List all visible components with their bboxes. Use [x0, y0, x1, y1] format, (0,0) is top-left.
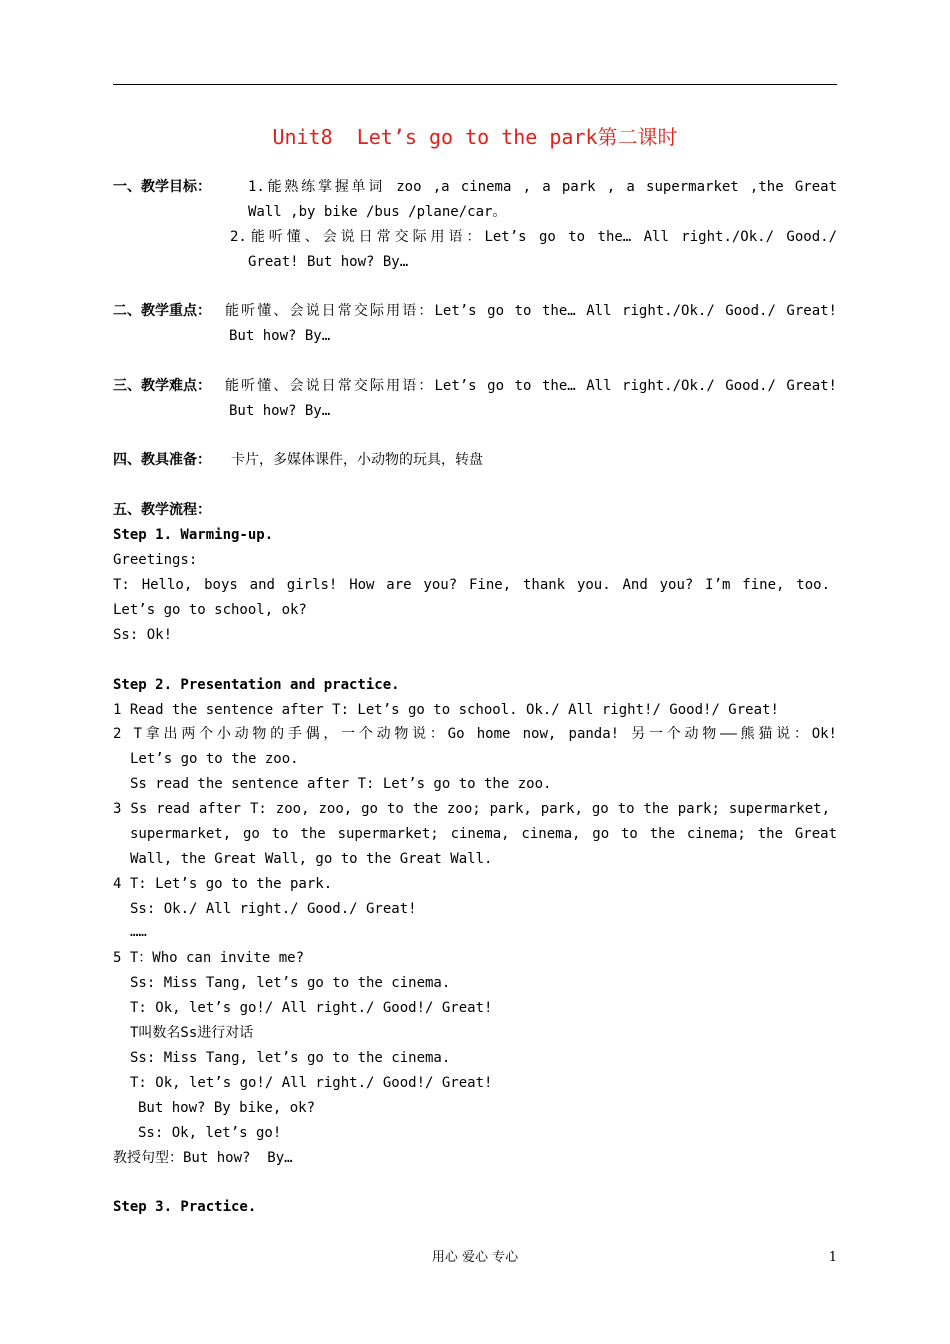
step2-line-18: Ss: Ok, let’s go! [138, 1125, 282, 1141]
step2-line-17: But how? By bike, ok? [138, 1100, 316, 1116]
page-number: 1 [828, 1250, 837, 1265]
step2-heading: Step 2. Presentation and practice. [113, 677, 400, 693]
step2-line-14: T叫数名Ss进行对话 [130, 1025, 254, 1041]
step2-line-1: 1 Read the sentence after T: Let’s go to school. Ok./ All right!/ Good!/ Great! [113, 702, 779, 718]
step1-heading: Step 1. Warming-up. [113, 527, 274, 543]
step2-line-11: 5 T：Who can invite me? [113, 950, 305, 966]
step2-line-16: T: Ok, let’s go!/ All right./ Good!/ Great! [130, 1075, 493, 1091]
step2-line-10: …… [130, 924, 147, 940]
step2-line-15: Ss: Miss Tang, let’s go to the cinema. [130, 1050, 451, 1066]
objectives-label: 一、教学目标： [113, 179, 211, 195]
footer-motto: 用心 爱心 专心 [431, 1250, 519, 1265]
materials-text: 卡片，多媒体课件，小动物的玩具，转盘 [231, 452, 483, 468]
page-title: Unit8 Let’s go to the park第二课时 [272, 125, 678, 149]
objectives-line-4: Great! But how? By… [248, 254, 409, 270]
difficult-points-line-2: But how? By… [229, 403, 331, 419]
step3-heading: Step 3. Practice. [113, 1199, 257, 1215]
step1-line-2: T: Hello, boys and girls! How are you? Fine, thank you. And you? I’m fine, too. [113, 577, 830, 593]
difficult-points-line-1: 能听懂、会说日常交际用语：Let’s go to the… All right./Ok./ Good./ Great! [225, 378, 837, 394]
step2-line-7: Wall, the Great Wall, go to the Great Wall. [130, 851, 493, 867]
step2-line-6: supermarket, go to the supermarket; cinema, cinema, go to the cinema; the Great [130, 826, 837, 842]
step1-line-3: Let’s go to school, ok? [113, 602, 307, 618]
header-rule [113, 84, 837, 85]
step2-line-19: 教授句型：But how? By… [113, 1150, 293, 1166]
step2-line-4: Ss read the sentence after T: Let’s go to the zoo. [130, 776, 552, 792]
step1-line-1: Greetings: [113, 552, 198, 568]
step2-line-9: Ss: Ok./ All right./ Good./ Great! [130, 901, 417, 917]
step2-line-3: Let’s go to the zoo. [130, 751, 299, 767]
step2-line-5: 3 Ss read after T: zoo, zoo, go to the zoo; park, park, go to the park; supermarket, [113, 801, 830, 817]
key-points-line-1: 能听懂、会说日常交际用语：Let’s go to the… All right./Ok./ Good./ Great! [225, 303, 837, 319]
key-points-label: 二、教学重点： [113, 303, 211, 319]
process-label: 五、教学流程： [113, 502, 211, 518]
objectives-line-3: 2.能听懂、会说日常交际用语：Let’s go to the… All right./Ok./ Good./ [230, 229, 837, 245]
objectives-line-1: 1.能熟练掌握单词 zoo ,a cinema , a park , a supermarket ,the Great [248, 179, 837, 195]
step2-line-8: 4 T: Let’s go to the park. [113, 876, 333, 892]
step2-line-12: Ss: Miss Tang, let’s go to the cinema. [130, 975, 451, 991]
key-points-line-2: But how? By… [229, 328, 331, 344]
step2-line-13: T: Ok, let’s go!/ All right./ Good!/ Great! [130, 1000, 493, 1016]
materials-label: 四、教具准备： [113, 452, 211, 468]
objectives-line-2: Wall ,by bike /bus /plane/car。 [248, 204, 507, 220]
difficult-points-label: 三、教学难点： [113, 378, 211, 394]
step1-line-4: Ss: Ok! [113, 627, 173, 643]
step2-line-2: 2 T拿出两个小动物的手偶，一个动物说：Go home now, panda! 另一个动物——熊猫说：Ok! [113, 726, 837, 742]
